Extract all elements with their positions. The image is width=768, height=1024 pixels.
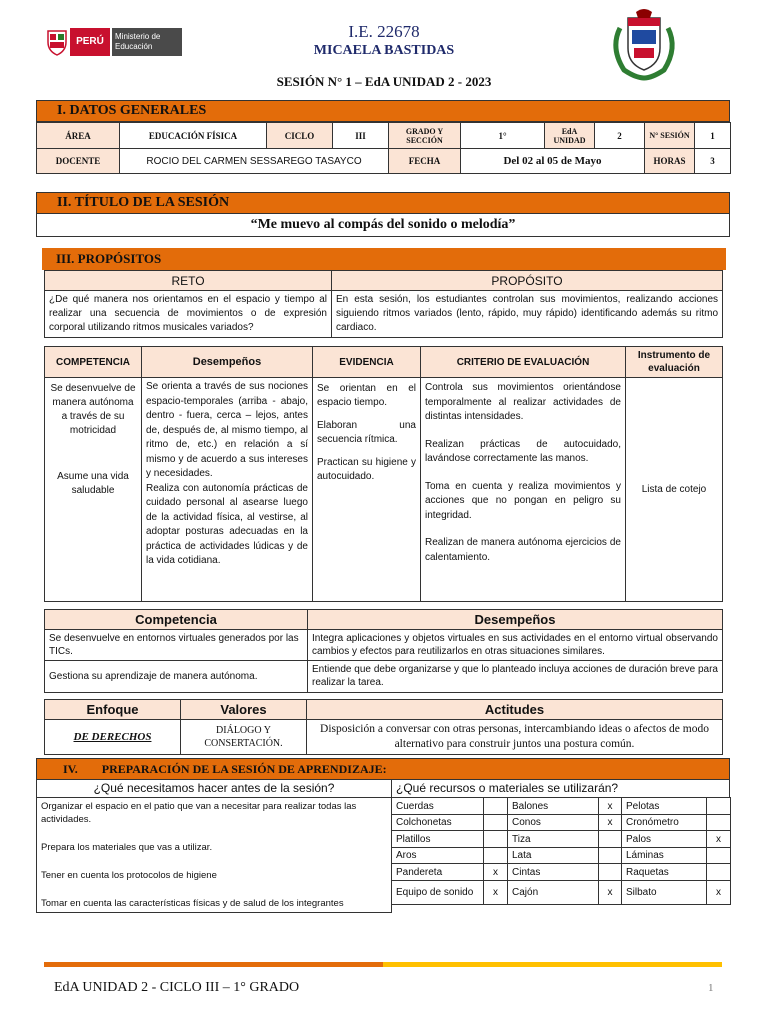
peru-shield-icon	[46, 28, 68, 56]
transversal-row2-comp: Gestiona su aprendizaje de manera autónoma.	[45, 661, 308, 693]
material-check	[707, 815, 731, 831]
materials-row	[392, 831, 731, 848]
material-check	[484, 815, 508, 831]
fecha-label: FECHA	[389, 149, 461, 174]
section-4-heading: IV. PREPARACIÓN DE LA SESIÓN DE APRENDIZAJE:	[36, 758, 730, 780]
prep-task-3: Tener en cuenta los protocolos de higiene	[41, 870, 217, 881]
grado-label: GRADO Y SECCIÓN	[389, 123, 461, 149]
evidencia-header: EVIDENCIA	[313, 347, 421, 378]
session-main-title: “Me muevo al compás del sonido o melodía”	[36, 213, 730, 237]
instrumento-header: Instrumento de evaluación	[626, 347, 723, 378]
area-value: EDUCACIÓN FÍSICA	[120, 123, 267, 149]
material-check	[484, 848, 508, 864]
competencia-1: Se desenvuelve de manera autónoma a través de su motricidad	[50, 383, 136, 436]
material-name: Cronómetro	[622, 815, 707, 831]
criterios-cell	[421, 378, 626, 602]
valores-value: DIÁLOGO Y CONSERTACIÓN.	[181, 720, 307, 755]
material-name: Aros	[392, 848, 484, 864]
material-check: x	[599, 798, 622, 815]
material-check: x	[599, 881, 622, 905]
school-line2: MICAELA BASTIDAS	[313, 43, 455, 58]
material-name: Lata	[508, 848, 599, 864]
fecha-value: Del 02 al 05 de Mayo	[461, 149, 645, 174]
purpose-table	[44, 270, 723, 338]
enfoque-header: Enfoque	[45, 700, 181, 720]
material-check: x	[484, 881, 508, 905]
materials-row	[392, 815, 731, 831]
material-name: Tiza	[508, 831, 599, 848]
materials-row	[392, 848, 731, 864]
evidencia-3: Practican su higiene y autocuidado.	[317, 457, 416, 482]
material-check: x	[484, 864, 508, 881]
material-name: Cuerdas	[392, 798, 484, 815]
materials-row	[392, 798, 731, 815]
competencia-header: COMPETENCIA	[45, 347, 142, 378]
eda-label: EdA UNIDAD	[545, 123, 595, 149]
material-name: Balones	[508, 798, 599, 815]
transversal-desempenos-header: Desempeños	[308, 610, 723, 630]
material-check	[599, 831, 622, 848]
material-name: Láminas	[622, 848, 707, 864]
section-2-heading: II. TÍTULO DE LA SESIÓN	[36, 192, 730, 214]
docente-value: ROCIO DEL CARMEN SESSAREGO TASAYCO	[120, 149, 389, 174]
peru-badge: PERÚ	[70, 28, 110, 56]
transversal-row1-comp: Se desenvuelve en entornos virtuales generados por las TICs.	[45, 630, 308, 661]
minedu-logo	[46, 26, 182, 58]
instrumento-cell: Lista de cotejo	[626, 378, 723, 602]
prep-question-2: ¿Qué recursos o materiales se utilizarán?	[391, 780, 730, 798]
actitudes-header: Actitudes	[307, 700, 723, 720]
evidencias-cell	[313, 378, 421, 602]
material-check	[707, 864, 731, 881]
enfoque-value: DE DERECHOS	[45, 720, 181, 755]
material-name: Platillos	[392, 831, 484, 848]
material-check	[484, 831, 508, 848]
material-name: Cajón	[508, 881, 599, 905]
material-check: x	[707, 831, 731, 848]
material-name: Pandereta	[392, 864, 484, 881]
evidencia-1: Se orientan en el espacio tiempo.	[317, 383, 416, 408]
competencias-cell	[45, 378, 142, 602]
footer-text: EdA UNIDAD 2 - CICLO III – 1° GRADO	[54, 980, 300, 995]
footer-bar	[44, 962, 722, 967]
desempeno-1: Se orienta a través de sus nociones espacio-temporales (arriba - abajo, dentro - fuera, cerca – lejos, antes de, después de, al mismo tiempo, al ritmo de, etc.) en relación a sí mismo y de acuerdo a sus intereses y necesidades.	[146, 381, 308, 479]
general-data-table	[36, 122, 731, 174]
material-name: Colchonetas	[392, 815, 484, 831]
docente-label: DOCENTE	[37, 149, 120, 174]
competencia-2: Asume una vida saludable	[57, 471, 129, 496]
competency-table	[44, 346, 723, 602]
criterio-header: CRITERIO DE EVALUACIÓN	[421, 347, 626, 378]
criterio-4: Realizan de manera autónoma ejercicios de calentamiento.	[425, 537, 621, 563]
eda-value: 2	[595, 123, 645, 149]
horas-label: HORAS	[645, 149, 695, 174]
ciclo-value: III	[333, 123, 389, 149]
material-name: Pelotas	[622, 798, 707, 815]
prep-tasks	[36, 797, 392, 913]
materials-table	[391, 797, 731, 905]
ciclo-label: CICLO	[267, 123, 333, 149]
materials-row	[392, 881, 731, 905]
prep-task-4: Tomar en cuenta las características físicas y de salud de los integrantes	[41, 898, 344, 909]
material-check	[707, 848, 731, 864]
grado-value: 1°	[461, 123, 545, 149]
transversal-row2-desemp: Entiende que debe organizarse y que lo planteado incluya acciones de duración breve para realizar la tarea.	[308, 661, 723, 693]
material-check	[599, 864, 622, 881]
criterio-3: Toma en cuenta y realiza movimientos y acciones que no pongan en peligro su integridad.	[425, 480, 621, 521]
material-name: Conos	[508, 815, 599, 831]
material-check	[599, 848, 622, 864]
valores-header: Valores	[181, 700, 307, 720]
prep-question-1: ¿Qué necesitamos hacer antes de la sesión?	[36, 780, 392, 798]
materials-row	[392, 864, 731, 881]
criterio-1: Controla sus movimientos orientándose temporalmente al realizar actividades de distintas intensidades.	[425, 382, 621, 422]
material-check: x	[707, 881, 731, 905]
session-title: SESIÓN N° 1 – EdA UNIDAD 2 - 2023	[276, 74, 492, 89]
transversal-competencia-header: Competencia	[45, 610, 308, 630]
section-3-heading: III. PROPÓSITOS	[42, 248, 726, 270]
ministry-label: Ministerio de Educación	[112, 28, 182, 56]
material-name: Silbato	[622, 881, 707, 905]
material-name: Palos	[622, 831, 707, 848]
proposito-header: PROPÓSITO	[332, 271, 723, 291]
prep-task-2: Prepara los materiales que vas a utilizar.	[41, 842, 213, 853]
reto-header: RETO	[45, 271, 332, 291]
material-name: Equipo de sonido	[392, 881, 484, 905]
transversal-row1-desemp: Integra aplicaciones y objetos virtuales en sus actividades en el entorno virtual observando cambios y efectos para reutilizarlos en otras situaciones similares.	[308, 630, 723, 661]
page-number: 1	[708, 982, 714, 994]
actitudes-value: Disposición a conversar con otras personas, intercambiando ideas o afectos de modo alternativo para construir juntos una postura común.	[307, 720, 723, 755]
horas-value: 3	[695, 149, 731, 174]
sesion-value: 1	[695, 123, 731, 149]
school-line1: I.E. 22678	[348, 22, 420, 41]
reto-text: ¿De qué manera nos orientamos en el espacio y tiempo al realizar una secuencia de movimientos o de expresión corporal utilizando ritmos musicales variados?	[45, 291, 332, 338]
desempeno-2: Realiza con autonomía prácticas de cuidado personal al asearse luego de la actividad física, al vestirse, al adoptar posturas adecuadas en la práctica de actividades lúdicas y de la vida cotidiana.	[146, 482, 308, 566]
prep-task-1: Organizar el espacio en el patio que van a necesitar para realizar todas las actividades.	[41, 801, 357, 825]
school-name	[234, 22, 534, 60]
area-label: ÁREA	[37, 123, 120, 149]
enfoque-table	[44, 699, 723, 755]
proposito-text: En esta sesión, los estudiantes controlan sus movimientos, realizando acciones siguiendo ritmos variados (lento, rápido, muy rápido) identificando además su ritmo cardiaco.	[332, 291, 723, 338]
material-name: Raquetas	[622, 864, 707, 881]
transversal-table	[44, 609, 723, 693]
section-1-heading: I. DATOS GENERALES	[36, 100, 730, 122]
material-name: Cintas	[508, 864, 599, 881]
evidencia-2: Elaboran una secuencia rítmica.	[317, 420, 416, 445]
desempenos-cell	[142, 378, 313, 602]
criterio-2: Realizan prácticas de autocuidado, lavándose correctamente las manos.	[425, 438, 621, 464]
material-check	[707, 798, 731, 815]
material-check: x	[599, 815, 622, 831]
sesion-label: N° SESIÓN	[645, 123, 695, 149]
material-check	[484, 798, 508, 815]
desempenos-header: Desempeños	[142, 347, 313, 378]
school-crest-icon	[606, 8, 682, 82]
